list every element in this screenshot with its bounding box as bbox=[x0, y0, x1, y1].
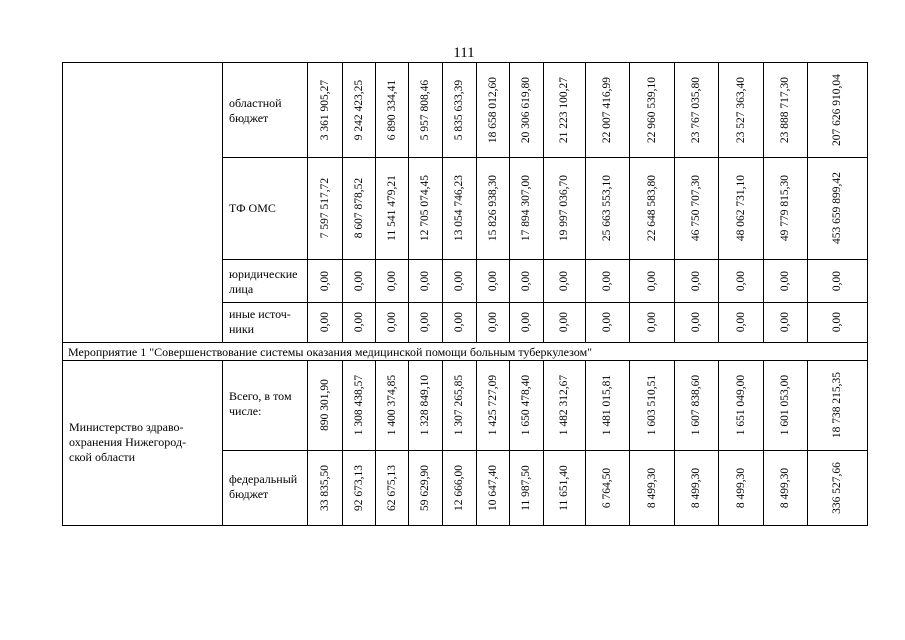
value-cell: 0,00 bbox=[831, 311, 844, 333]
value-cell: 336 527,66 bbox=[830, 461, 843, 514]
column-divider bbox=[222, 360, 223, 526]
value-cell: 1 607 838,60 bbox=[690, 374, 703, 436]
value-cell: 0,00 bbox=[352, 270, 365, 291]
page-number: 111 bbox=[453, 45, 475, 61]
value-cell: 18 658 012,60 bbox=[486, 76, 499, 143]
value-cell: 12 705 074,45 bbox=[419, 174, 432, 242]
value-cell: 0,00 bbox=[558, 270, 571, 291]
value-cell: 0,00 bbox=[385, 270, 398, 291]
column-divider bbox=[585, 62, 586, 343]
value-cell: 25 663 553,10 bbox=[601, 174, 614, 242]
value-cell: 0,00 bbox=[645, 270, 658, 291]
value-cell: 33 835,50 bbox=[318, 464, 331, 511]
column-divider bbox=[222, 62, 223, 343]
column-divider bbox=[543, 360, 544, 526]
value-cell: 18 738 215,35 bbox=[831, 371, 844, 439]
column-divider bbox=[307, 62, 308, 343]
table-border-top bbox=[62, 62, 868, 63]
value-cell: 21 223 100,27 bbox=[558, 76, 571, 143]
value-cell: 0,00 bbox=[779, 311, 792, 333]
value-cell: 0,00 bbox=[779, 270, 792, 291]
value-cell: 1 482 312,67 bbox=[558, 374, 571, 436]
value-cell: 5 957 808,46 bbox=[419, 79, 432, 140]
value-cell: 1 328 849,10 bbox=[419, 374, 432, 436]
value-cell: 0,00 bbox=[558, 311, 571, 333]
value-cell: 1 425 727,09 bbox=[486, 374, 499, 436]
column-divider bbox=[629, 62, 630, 343]
value-cell: 8 499,30 bbox=[734, 467, 747, 508]
value-cell: 0,00 bbox=[352, 311, 365, 333]
source-label: иные источ- ники bbox=[229, 307, 291, 336]
value-cell: 20 306 619,80 bbox=[520, 76, 533, 143]
column-divider bbox=[763, 62, 764, 343]
value-cell: 0,00 bbox=[419, 311, 432, 333]
column-divider bbox=[674, 62, 675, 343]
value-cell: 5 835 633,39 bbox=[453, 79, 466, 140]
value-cell: 3 361 905,27 bbox=[318, 79, 331, 140]
value-cell: 0,00 bbox=[419, 270, 432, 291]
value-cell: 13 054 746,23 bbox=[453, 174, 466, 242]
table-border-bottom bbox=[62, 525, 868, 526]
value-cell: 0,00 bbox=[318, 270, 331, 291]
column-divider bbox=[585, 360, 586, 526]
row-divider bbox=[222, 259, 868, 260]
value-cell: 1 601 053,00 bbox=[779, 374, 792, 436]
column-divider bbox=[629, 360, 630, 526]
value-cell: 10 647,40 bbox=[486, 464, 499, 511]
value-cell: 23 527 363,40 bbox=[734, 76, 747, 143]
value-cell: 0,00 bbox=[690, 270, 703, 291]
value-cell: 1 651 049,00 bbox=[734, 374, 747, 436]
value-cell: 62 675,13 bbox=[385, 464, 398, 511]
column-divider bbox=[342, 62, 343, 343]
value-cell: 6 890 334,41 bbox=[385, 79, 398, 140]
value-cell: 11 541 479,21 bbox=[385, 175, 398, 241]
value-cell: 48 062 731,10 bbox=[734, 174, 747, 242]
value-cell: 0,00 bbox=[690, 311, 703, 333]
executor-label: Министерство здраво- охранения Нижегород- ской области bbox=[69, 420, 187, 464]
value-cell: 23 767 035,80 bbox=[690, 76, 703, 143]
source-label: федеральный бюджет bbox=[229, 472, 298, 501]
value-cell: 22 007 416,99 bbox=[601, 76, 614, 143]
value-cell: 6 764,50 bbox=[601, 467, 614, 508]
value-cell: 1 308 438,57 bbox=[352, 374, 365, 436]
column-divider bbox=[543, 62, 544, 343]
column-divider bbox=[763, 360, 764, 526]
column-divider bbox=[408, 62, 409, 343]
row-divider bbox=[62, 342, 868, 343]
value-cell: 17 894 307,00 bbox=[520, 174, 533, 242]
column-divider bbox=[476, 62, 477, 343]
value-cell: 59 629,90 bbox=[419, 464, 431, 511]
column-divider bbox=[509, 62, 510, 343]
source-label: Всего, в том числе: bbox=[229, 389, 292, 418]
column-divider bbox=[509, 360, 510, 526]
value-cell: 0,00 bbox=[520, 311, 533, 333]
value-cell: 46 750 707,30 bbox=[690, 174, 703, 242]
value-cell: 8 499,30 bbox=[690, 467, 703, 508]
value-cell: 0,00 bbox=[831, 270, 844, 291]
value-cell: 0,00 bbox=[486, 270, 499, 291]
row-divider bbox=[222, 450, 868, 451]
column-divider bbox=[718, 360, 719, 526]
table-border-left bbox=[62, 62, 63, 526]
column-divider bbox=[476, 360, 477, 526]
value-cell: 0,00 bbox=[318, 311, 331, 333]
value-cell: 15 826 938,30 bbox=[486, 174, 499, 242]
row-divider bbox=[62, 360, 868, 361]
value-cell: 8 499,30 bbox=[645, 467, 658, 508]
value-cell: 1 481 015,81 bbox=[601, 374, 614, 436]
value-cell: 7 597 517,72 bbox=[318, 177, 331, 239]
value-cell: 9 242 423,25 bbox=[352, 79, 365, 140]
event-title: Мероприятие 1 "Совершенствование системы оказания медицинской помощи больным туберкулезом" bbox=[68, 345, 593, 359]
row-divider bbox=[222, 157, 868, 158]
value-cell: 11 987,50 bbox=[519, 464, 532, 511]
value-cell: 19 997 036,70 bbox=[558, 174, 571, 242]
value-cell: 0,00 bbox=[734, 270, 747, 291]
value-cell: 8 499,30 bbox=[779, 467, 792, 508]
value-cell: 0,00 bbox=[734, 311, 747, 333]
value-cell: 0,00 bbox=[453, 270, 466, 291]
value-cell: 890 301,90 bbox=[318, 379, 331, 431]
column-divider bbox=[342, 360, 343, 526]
value-cell: 0,00 bbox=[520, 270, 533, 291]
value-cell: 1 307 265,85 bbox=[453, 374, 466, 436]
column-divider bbox=[442, 62, 443, 343]
source-label: ТФ ОМС bbox=[229, 201, 276, 215]
value-cell: 453 659 899,42 bbox=[830, 172, 843, 244]
value-cell: 1 650 478,40 bbox=[520, 374, 533, 436]
value-cell: 12 666,00 bbox=[453, 464, 465, 511]
value-cell: 23 888 717,30 bbox=[779, 76, 792, 143]
value-cell: 22 960 539,10 bbox=[645, 76, 658, 143]
value-cell: 8 607 878,52 bbox=[352, 177, 365, 239]
value-cell: 0,00 bbox=[601, 311, 614, 333]
column-divider bbox=[674, 360, 675, 526]
value-cell: 0,00 bbox=[601, 270, 614, 291]
value-cell: 0,00 bbox=[645, 311, 658, 333]
table-border-right bbox=[867, 62, 868, 526]
column-divider bbox=[807, 62, 808, 343]
source-label: областной бюджет bbox=[229, 96, 282, 125]
column-divider bbox=[442, 360, 443, 526]
source-label: юридические лица bbox=[229, 267, 298, 296]
value-cell: 0,00 bbox=[486, 311, 499, 333]
column-divider bbox=[307, 360, 308, 526]
value-cell: 0,00 bbox=[385, 311, 398, 333]
column-divider bbox=[375, 360, 376, 526]
value-cell: 1 400 374,85 bbox=[385, 374, 398, 436]
value-cell: 49 779 815,30 bbox=[779, 174, 792, 242]
row-divider bbox=[222, 302, 868, 303]
column-divider bbox=[807, 360, 808, 526]
value-cell: 1 603 510,51 bbox=[645, 374, 658, 436]
column-divider bbox=[375, 62, 376, 343]
value-cell: 22 648 583,80 bbox=[645, 174, 658, 242]
value-cell: 92 673,13 bbox=[352, 464, 365, 511]
value-cell: 11 651,40 bbox=[557, 464, 570, 511]
column-divider bbox=[718, 62, 719, 343]
value-cell: 0,00 bbox=[453, 311, 466, 333]
column-divider bbox=[408, 360, 409, 526]
value-cell: 207 626 910,04 bbox=[830, 73, 843, 146]
